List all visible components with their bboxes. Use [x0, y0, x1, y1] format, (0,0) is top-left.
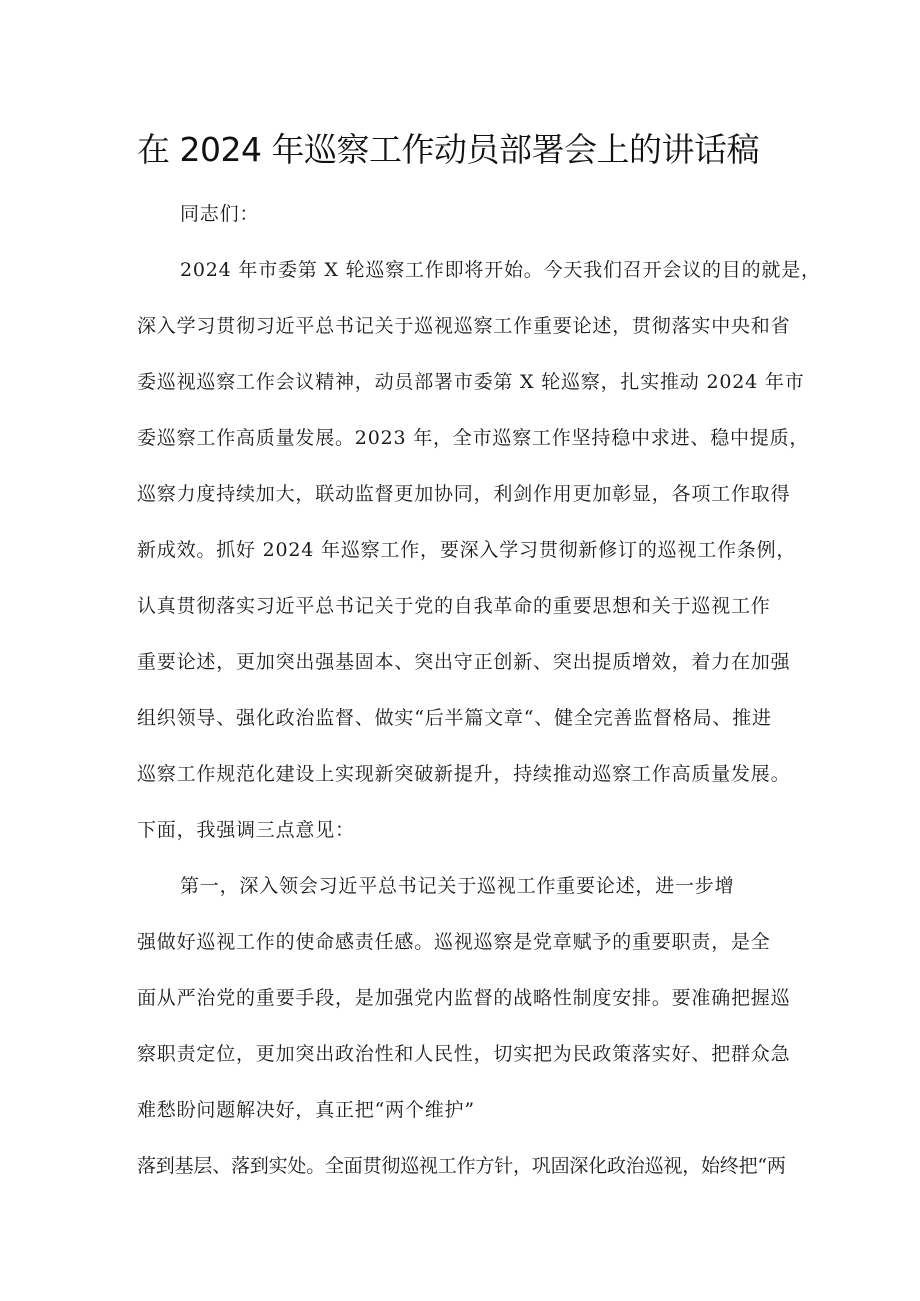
paragraph-line: 委巡视巡察工作会议精神，动员部署市委第 X 轮巡察，扎实推动 2024 年市 [137, 371, 805, 393]
paragraph-line: 落到基层、落到实处。全面贯彻巡视工作方针，巩固深化政治巡视，始终把“两 [137, 1155, 786, 1177]
paragraph-line: 巡察力度持续加大，联动监督更加协同，利剑作用更加彰显，各项工作取得 [137, 483, 791, 505]
paragraph-line: 认真贯彻落实习近平总书记关于党的自我革命的重要思想和关于巡视工作 [137, 595, 771, 617]
paragraph-line: 第一，深入领会习近平总书记关于巡视工作重要论述，进一步增 [180, 875, 735, 897]
paragraph-line: 重要论述，更加突出强基固本、突出守正创新、突出提质增效，着力在加强 [137, 651, 791, 673]
paragraph-line: 深入学习贯彻习近平总书记关于巡视巡察工作重要论述，贯彻落实中央和省 [137, 315, 791, 337]
paragraph-line: 难愁盼问题解决好，真正把“两个维护” [137, 1099, 475, 1121]
paragraph-line: 2024 年市委第 X 轮巡察工作即将开始。今天我们召开会议的目的就是， [180, 259, 821, 281]
paragraph-line: 强做好巡视工作的使命感责任感。巡视巡察是党章赋予的重要职责，是全 [137, 931, 771, 953]
paragraph-line: 察职责定位，更加突出政治性和人民性，切实把为民政策落实好、把群众急 [137, 1043, 791, 1065]
document-title: 在 2024 年巡察工作动员部署会上的讲话稿 [137, 130, 759, 169]
paragraph-line: 组织领导、强化政治监督、做实“后半篇文章“、健全完善监督格局、推进 [137, 707, 772, 729]
paragraph-line: 巡察工作规范化建设上实现新突破新提升，持续推动巡察工作高质量发展。 [137, 763, 791, 785]
paragraph-line: 下面，我强调三点意见： [137, 819, 355, 841]
paragraph-line: 面从严治党的重要手段，是加强党内监督的战略性制度安排。要准确把握巡 [137, 987, 791, 1009]
paragraph-line: 新成效。抓好 2024 年巡察工作，要深入学习贯彻新修订的巡视工作条例， [137, 539, 797, 561]
salutation: 同志们： [180, 203, 260, 225]
paragraph-line: 委巡察工作高质量发展。2023 年，全市巡察工作坚持稳中求进、稳中提质， [137, 427, 810, 449]
